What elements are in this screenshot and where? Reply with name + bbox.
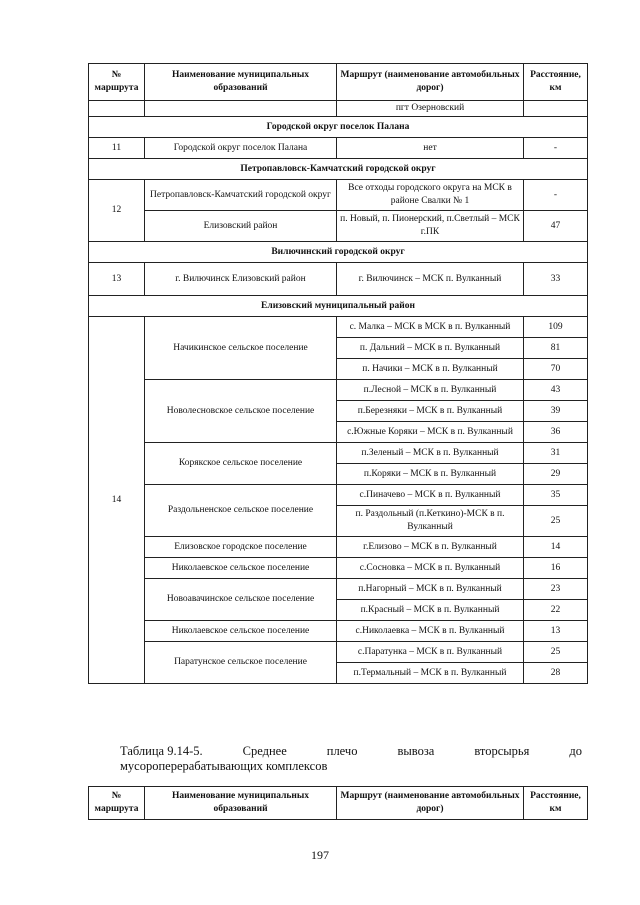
distance-cell: 39	[524, 401, 588, 422]
route-number-cell: 12	[89, 180, 145, 242]
route-cell: п.Красный – МСК в п. Вулканный	[337, 600, 524, 621]
distance-cell: -	[524, 180, 588, 211]
route-cell: с.Николаевка – МСК в п. Вулканный	[337, 621, 524, 642]
distance-cell: 13	[524, 621, 588, 642]
distance-cell: 29	[524, 464, 588, 485]
route-number-cell: 13	[89, 263, 145, 296]
route-cell: п.Нагорный – МСК в п. Вулканный	[337, 579, 524, 600]
distance-cell: 31	[524, 443, 588, 464]
municipality-cell: Корякское сельское поселение	[145, 443, 337, 485]
second-table-header	[88, 786, 588, 820]
municipality-cell: Раздольненское сельское поселение	[145, 485, 337, 537]
section-row	[89, 159, 588, 180]
table-row	[89, 263, 588, 296]
table-row	[89, 579, 588, 600]
route-cell: с.Сосновка – МСК в п. Вулканный	[337, 558, 524, 579]
caption-line-2: мусороперерабатывающих комплексов	[120, 759, 328, 773]
header-route: Маршрут (наименование автомобильных дорог)	[337, 787, 524, 820]
header-route: Маршрут (наименование автомобильных дорог)	[337, 64, 524, 101]
route-cell: г.Елизово – МСК в п. Вулканный	[337, 537, 524, 558]
table-row	[89, 537, 588, 558]
distance-cell: 16	[524, 558, 588, 579]
distance-cell: 23	[524, 579, 588, 600]
route-cell: с.Пиначево – МСК в п. Вулканный	[337, 485, 524, 506]
distance-cell: 33	[524, 263, 588, 296]
header-route-number: № маршрута	[89, 64, 145, 101]
table-row	[89, 380, 588, 401]
municipality-cell: Николаевское сельское поселение	[145, 621, 337, 642]
route-cell: п.Термальный – МСК в п. Вулканный	[337, 663, 524, 684]
table-row	[89, 138, 588, 159]
header-distance: Расстояние, км	[524, 64, 588, 101]
section-elizovo: Елизовский муниципальный район	[89, 296, 588, 317]
table-row	[89, 180, 588, 211]
caption-word: вторсырья	[474, 744, 530, 758]
section-petropavlovsk: Петропавловск-Камчатский городской округ	[89, 159, 588, 180]
header-route-number: № маршрута	[89, 787, 145, 820]
route-cell: с.Южные Коряки – МСК в п. Вулканный	[337, 422, 524, 443]
distance-cell: 25	[524, 506, 588, 537]
caption-word: плечо	[326, 744, 358, 758]
table-row	[89, 621, 588, 642]
section-palana: Городской округ поселок Палана	[89, 117, 588, 138]
distance-cell: 35	[524, 485, 588, 506]
distance-cell: -	[524, 138, 588, 159]
header-distance: Расстояние, км	[524, 787, 588, 820]
distance-cell: 43	[524, 380, 588, 401]
municipality-cell: Елизовское городское поселение	[145, 537, 337, 558]
table-caption	[120, 744, 582, 774]
routes-table	[88, 63, 588, 684]
municipality-cell	[145, 101, 337, 117]
municipality-cell: Новолесновское сельское поселение	[145, 380, 337, 443]
municipality-cell: Петропавловск-Камчатский городской округ	[145, 180, 337, 211]
table-row	[89, 642, 588, 663]
header-municipality: Наименование муниципальных образований	[145, 64, 337, 101]
caption-word: Среднее	[242, 744, 287, 758]
route-cell: п. Дальний – МСК в п. Вулканный	[337, 338, 524, 359]
route-cell: с.Паратунка – МСК в п. Вулканный	[337, 642, 524, 663]
caption-word: до	[569, 744, 582, 758]
caption-word: Таблица 9.14-5.	[120, 744, 203, 758]
municipality-cell: Николаевское сельское поселение	[145, 558, 337, 579]
header-row	[89, 64, 588, 101]
header-row	[89, 787, 588, 820]
section-vilyuchinsk: Вилючинский городской округ	[89, 242, 588, 263]
section-row	[89, 242, 588, 263]
table-row	[89, 558, 588, 579]
distance-cell: 36	[524, 422, 588, 443]
route-cell: п.Зеленый – МСК в п. Вулканный	[337, 443, 524, 464]
route-number-cell: 11	[89, 138, 145, 159]
route-cell: п.Коряки – МСК в п. Вулканный	[337, 464, 524, 485]
route-number-cell	[89, 101, 145, 117]
route-cell: нет	[337, 138, 524, 159]
table-row	[89, 101, 588, 117]
municipality-cell: Начикинское сельское поселение	[145, 317, 337, 380]
distance-cell: 81	[524, 338, 588, 359]
municipality-cell: Новоавачинское сельское поселение	[145, 579, 337, 621]
municipality-cell: Городской округ поселок Палана	[145, 138, 337, 159]
table-row	[89, 317, 588, 338]
municipality-cell: Елизовский район	[145, 211, 337, 242]
table-row	[89, 211, 588, 242]
route-cell: п.Лесной – МСК в п. Вулканный	[337, 380, 524, 401]
route-cell: Все отходы городского округа на МСК в районе Свалки № 1	[337, 180, 524, 211]
header-municipality: Наименование муниципальных образований	[145, 787, 337, 820]
table-row	[89, 443, 588, 464]
distance-cell: 109	[524, 317, 588, 338]
caption-line-1	[120, 744, 582, 759]
distance-cell: 25	[524, 642, 588, 663]
section-row	[89, 296, 588, 317]
route-cell: с. Малка – МСК в МСК в п. Вулканный	[337, 317, 524, 338]
table-row	[89, 485, 588, 506]
route-cell: п. Новый, п. Пионерский, п.Светлый – МСК г.ПК	[337, 211, 524, 242]
route-cell: п. Раздольный (п.Кеткино)-МСК в п. Вулканный	[337, 506, 524, 537]
route-cell: п.Березняки – МСК в п. Вулканный	[337, 401, 524, 422]
route-number-cell: 14	[89, 317, 145, 684]
page-number: 197	[311, 848, 329, 862]
municipality-cell: г. Вилючинск Елизовский район	[145, 263, 337, 296]
route-cell: г. Вилючинск – МСК п. Вулканный	[337, 263, 524, 296]
distance-cell	[524, 101, 588, 117]
section-row	[89, 117, 588, 138]
route-cell: пгт Озерновский	[337, 101, 524, 117]
distance-cell: 70	[524, 359, 588, 380]
caption-word: вывоза	[397, 744, 435, 758]
route-cell: п. Начики – МСК в п. Вулканный	[337, 359, 524, 380]
distance-cell: 14	[524, 537, 588, 558]
distance-cell: 22	[524, 600, 588, 621]
municipality-cell: Паратунское сельское поселение	[145, 642, 337, 684]
distance-cell: 47	[524, 211, 588, 242]
distance-cell: 28	[524, 663, 588, 684]
